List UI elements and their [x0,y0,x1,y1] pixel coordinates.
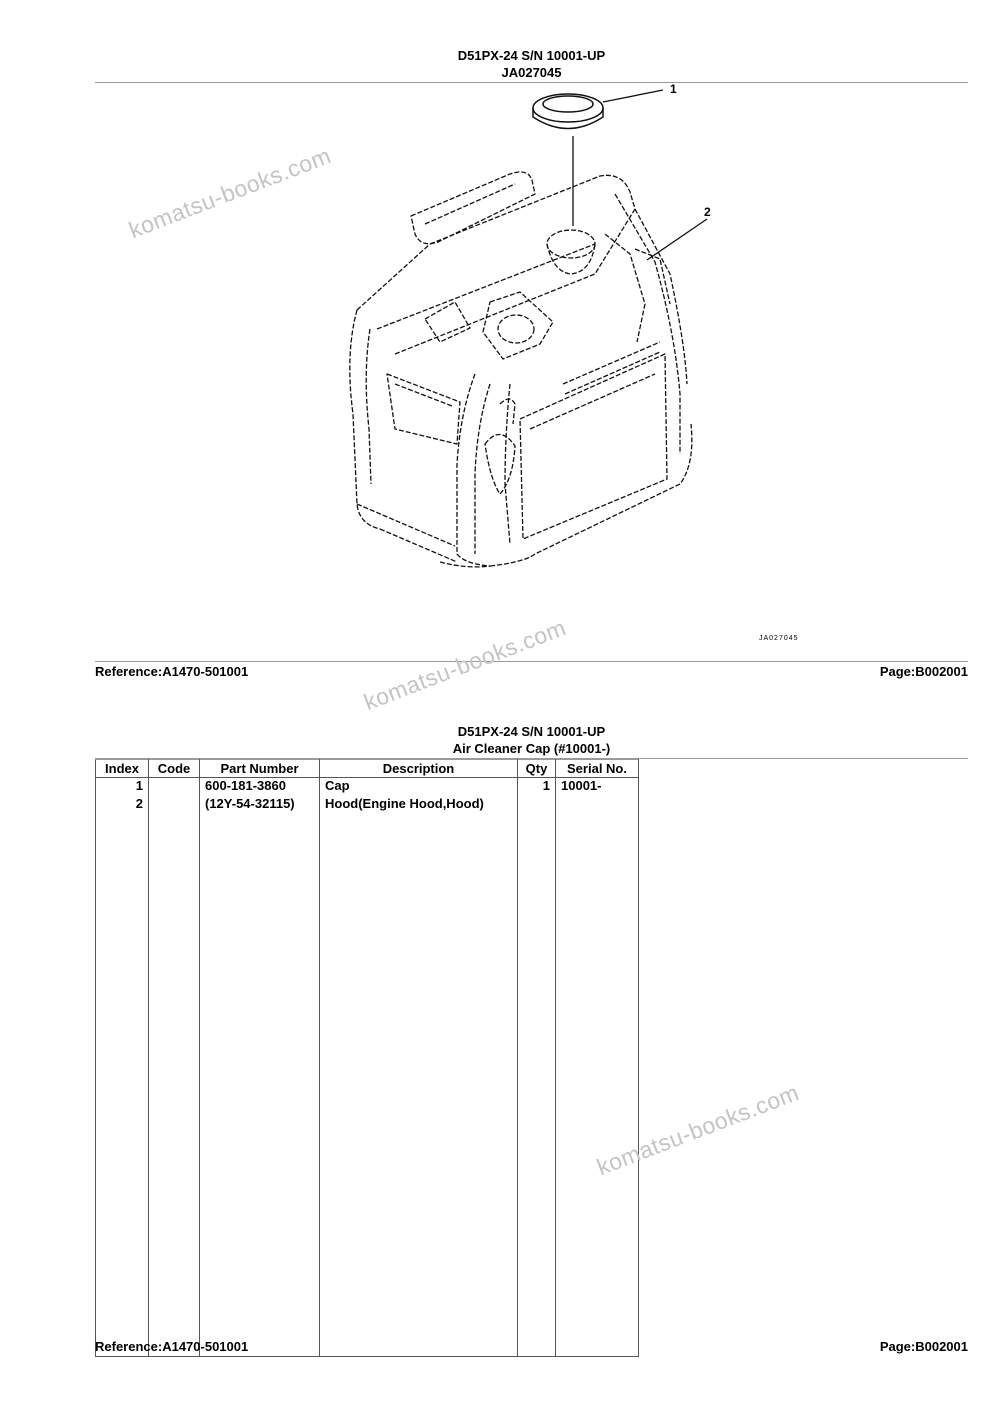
figure-small-label: JA027045 [759,635,799,642]
leader-line-2 [647,219,707,260]
header-rule [95,82,968,83]
page-number: Page:B002001 [879,1339,968,1354]
page-title: D51PX-24 S/N 10001-UP [457,724,606,739]
column-header-serial-no: Serial No. [556,760,639,778]
watermark: komatsu-books.com [593,1079,803,1181]
parts-illustration [95,84,968,656]
column-header-description: Description [320,760,518,778]
cell-index: 2 [96,796,149,814]
page-number: Page:B002001 [879,664,968,679]
table-header-row [96,760,639,778]
watermark: komatsu-books.com [360,614,570,716]
page-title: D51PX-24 S/N 10001-UP [457,48,606,63]
cell-part-number: 600-181-3860 [200,778,320,797]
table-row [96,796,639,814]
callout-2: 2 [704,205,711,219]
footer-rule [95,661,968,662]
cell-code [149,796,200,814]
table-empty-space [96,814,639,1357]
figure-id: JA027045 [501,65,562,80]
reference-label: Reference:A1470-501001 [95,664,249,679]
parts-table [95,759,639,1357]
cell-serial [556,796,639,814]
cell-code [149,778,200,797]
cell-qty: 1 [518,778,556,797]
column-header-part-number: Part Number [200,760,320,778]
cell-serial: 10001- [556,778,639,797]
watermark: komatsu-books.com [125,142,335,244]
section-subtitle: Air Cleaner Cap (#10001-) [452,741,611,756]
column-header-code: Code [149,760,200,778]
cap-part-drawing [533,94,603,129]
column-header-index: Index [96,760,149,778]
cell-index: 1 [96,778,149,797]
column-header-qty: Qty [518,760,556,778]
cell-description: Cap [320,778,518,797]
leader-line-1 [603,90,663,102]
callout-1: 1 [670,82,677,96]
cell-qty [518,796,556,814]
cell-part-number: (12Y-54-32115) [200,796,320,814]
table-row [96,778,639,797]
reference-label: Reference:A1470-501001 [95,1339,249,1354]
cell-description: Hood(Engine Hood,Hood) [320,796,518,814]
hood-part-drawing [350,172,692,567]
